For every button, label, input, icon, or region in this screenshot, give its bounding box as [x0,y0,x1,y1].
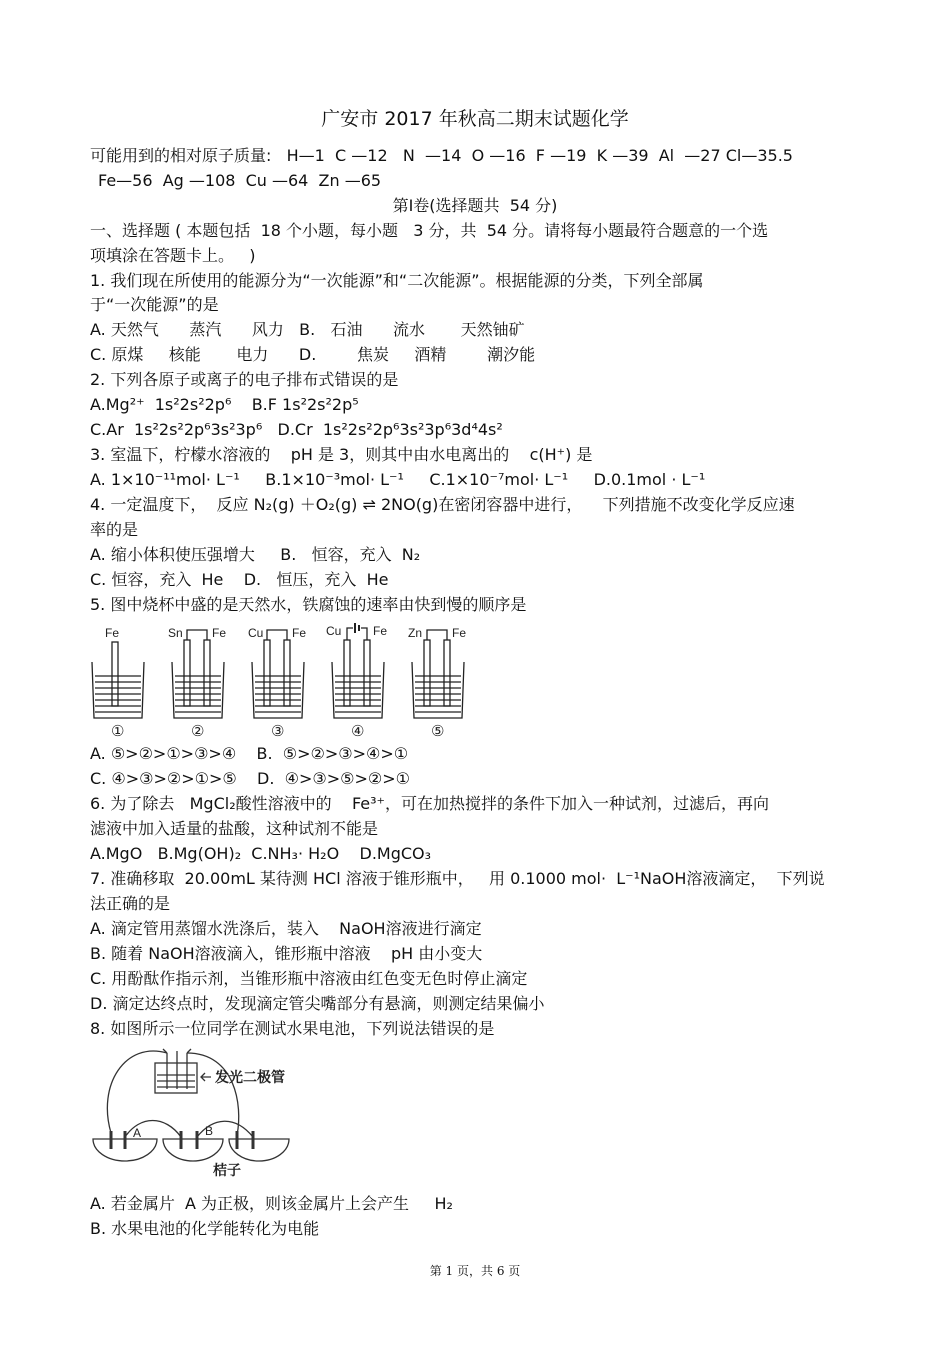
q2-options-cd: C.Ar 1s²2s²2p⁶3s²3p⁶ D.Cr 1s²2s²2p⁶3s²3p⁶3d⁴4s² [90,420,503,439]
q1-stem-2: 于“一次能源”的是 [90,295,219,314]
q3-stem: 3. 室温下，柠檬水溶液的 pH 是 3，则其中由水电离出的 c(H⁺) 是 [90,445,593,464]
beaker-3-number: ③ [271,723,285,740]
q4-stem-2: 率的是 [90,520,139,539]
q5-options-cd: C. ④>③>②>①>⑤ D. ④>③>⑤>②>① [90,769,410,788]
beaker-4-number: ④ [351,723,365,740]
q3-options: A. 1×10⁻¹¹mol· L⁻¹ B.1×10⁻³mol· L⁻¹ C.1×10⁻⁷mol· L⁻¹ D.0.1mol · L⁻¹ [90,470,706,489]
beaker-2-number: ② [191,723,205,740]
beaker-1-electrode-label: Fe [105,626,120,640]
orange-label: 桔子 [213,1162,241,1178]
beaker-5-electrode-left: Zn [408,626,423,640]
q1-stem-1: 1. 我们现在所使用的能源分为“一次能源”和“二次能源”。根据能源的分类，下列全部属 [90,271,704,290]
electrode-b-label: B [205,1124,214,1138]
q7-option-a: A. 滴定管用蒸馏水洗涤后，装入 NaOH溶液进行滴定 [90,919,482,938]
q1-options-cd: C. 原煤 核能 电力 D. 焦炭 酒精 潮汐能 [90,345,536,364]
q2-stem: 2. 下列各原子或离子的电子排布式错误的是 [90,370,399,389]
beaker-4-electrode-left: Cu [326,624,342,638]
q5-stem: 5. 图中烧杯中盛的是天然水，铁腐蚀的速率由快到慢的顺序是 [90,595,527,614]
beaker-2-electrode-left: Sn [168,626,183,640]
q7-stem-2: 法正确的是 [90,894,171,913]
atomic-masses-line-1: 可能用到的相对原子质量: H—1 C —12 N —14 O —16 F —19 K —39 Al —27 Cl—35.5 [90,146,793,165]
q4-options-ab: A. 缩小体积使压强增大 B. 恒容，充入 N₂ [90,545,421,564]
beaker-5-electrode-right: Fe [452,626,467,640]
q7-option-c: C. 用酚酞作指示剂，当锥形瓶中溶液由红色变无色时停止滴定 [90,969,528,988]
instructions-line-2: 项填涂在答题卡上。 ) [90,246,256,265]
q7-option-d: D. 滴定达终点时，发现滴定管尖嘴部分有悬滴，则测定结果偏小 [90,994,545,1013]
section-title: 第Ⅰ卷(选择题共 54 分) [392,196,558,215]
electrode-a-label: A [133,1126,142,1140]
beaker-3-electrode-right: Fe [292,626,307,640]
q8-option-b: B. 水果电池的化学能转化为电能 [90,1219,320,1238]
page-footer: 第 1 页，共 6 页 [429,1264,521,1278]
q7-option-b: B. 随着 NaOH溶液滴入，锥形瓶中溶液 pH 由小变大 [90,944,483,963]
beaker-2-electrode-right: Fe [212,626,227,640]
q6-stem-2: 滤液中加入适量的盐酸，这种试剂不能是 [90,819,379,838]
beaker-5 [412,630,464,718]
q2-options-ab: A.Mg²⁺ 1s²2s²2p⁶ B.F 1s²2s²2p⁵ [90,395,359,414]
beaker-1 [92,642,144,718]
q6-stem-1: 6. 为了除去 MgCl₂酸性溶液中的 Fe³⁺，可在加热搅拌的条件下加入一种试剂，过滤后，再向 [90,794,769,813]
beaker-4-electrode-right: Fe [373,624,388,638]
q5-options-ab: A. ⑤>②>①>③>④ B. ⑤>②>③>④>① [90,744,409,763]
beaker-3 [252,630,304,718]
instructions-line-1: 一、选择题 ( 本题包括 18 个小题，每小题 3 分，共 54 分。请将每小题最符合题意的一个选 [90,221,769,240]
fruit-battery-figure [85,1045,305,1180]
q8-option-a: A. 若金属片 A 为正极，则该金属片上会产生 H₂ [90,1194,453,1213]
q8-stem: 8. 如图所示一位同学在测试水果电池，下列说法错误的是 [90,1019,495,1038]
q1-options-ab: A. 天然气 蒸汽 风力 B. 石油 流水 天然铀矿 [90,320,525,339]
q7-stem-1: 7. 准确移取 20.00mL 某待测 HCl 溶液于锥形瓶中， 用 0.1000 mol· L⁻¹NaOH溶液滴定， 下列说 [90,869,825,888]
q4-options-cd: C. 恒容，充入 He D. 恒压，充入 He [90,570,389,589]
q4-stem-1: 4. 一定温度下， 反应 N₂(g) ＋O₂(g) ⇌ 2NO(g)在密闭容器中进行， 下列措施不改变化学反应速 [90,495,795,514]
beaker-5-number: ⑤ [431,723,445,740]
beaker-1-number: ① [111,723,125,740]
q6-options: A.MgO B.Mg(OH)₂ C.NH₃· H₂O D.MgCO₃ [90,844,432,863]
beaker-2 [172,630,224,718]
beaker-3-electrode-left: Cu [248,626,264,640]
beaker-figure [85,620,485,740]
page-title: 广安市 2017 年秋高二期末试题化学 [321,108,629,130]
atomic-masses-line-2: Fe—56 Ag —108 Cu —64 Zn —65 [98,171,382,190]
diode-label: 发光二极管 [215,1069,285,1085]
